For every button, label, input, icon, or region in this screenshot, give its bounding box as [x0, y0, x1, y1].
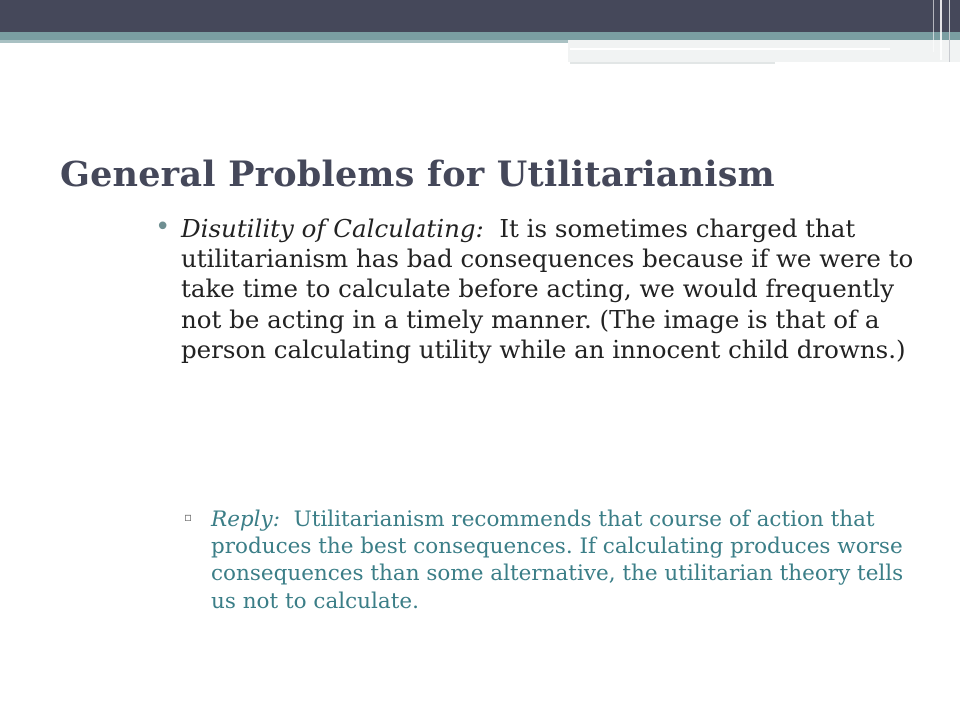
- accent-band: [568, 40, 960, 62]
- sub-bullet-item: [180, 506, 930, 615]
- square-bullet-icon: ▫: [184, 510, 193, 524]
- sub-bullet-body: Utilitarianism recommends that course of action that produces the best consequences. If calculating produces worse consequences than some alternative, the utilitarian theory tells us not to calculate.: [211, 507, 904, 614]
- round-bullet-icon: •: [155, 212, 171, 242]
- accent-line: [0, 40, 568, 43]
- corner-stripe: [940, 0, 942, 60]
- bullet-term: Disutility of Calculating:: [181, 214, 484, 243]
- header-bar: [0, 0, 960, 32]
- accent-stripe: [570, 48, 890, 50]
- accent-bar: [0, 32, 960, 40]
- accent-stripe: [570, 62, 775, 64]
- corner-stripe: [933, 0, 934, 52]
- sub-bullet-text: [211, 506, 930, 615]
- sub-bullet-term: Reply:: [211, 507, 280, 532]
- corner-stripe: [949, 0, 950, 62]
- bullet-body: It is sometimes charged that utilitarianism has bad consequences because if we were to take time to calculate before acting, we would frequently not be acting in a timely manner. (The image is that of a person calculating utility while an innocent child drowns.): [181, 214, 914, 364]
- bullet-text: [181, 214, 935, 365]
- bullet-item: [155, 214, 935, 365]
- slide-title: General Problems for Utilitarianism: [60, 154, 775, 195]
